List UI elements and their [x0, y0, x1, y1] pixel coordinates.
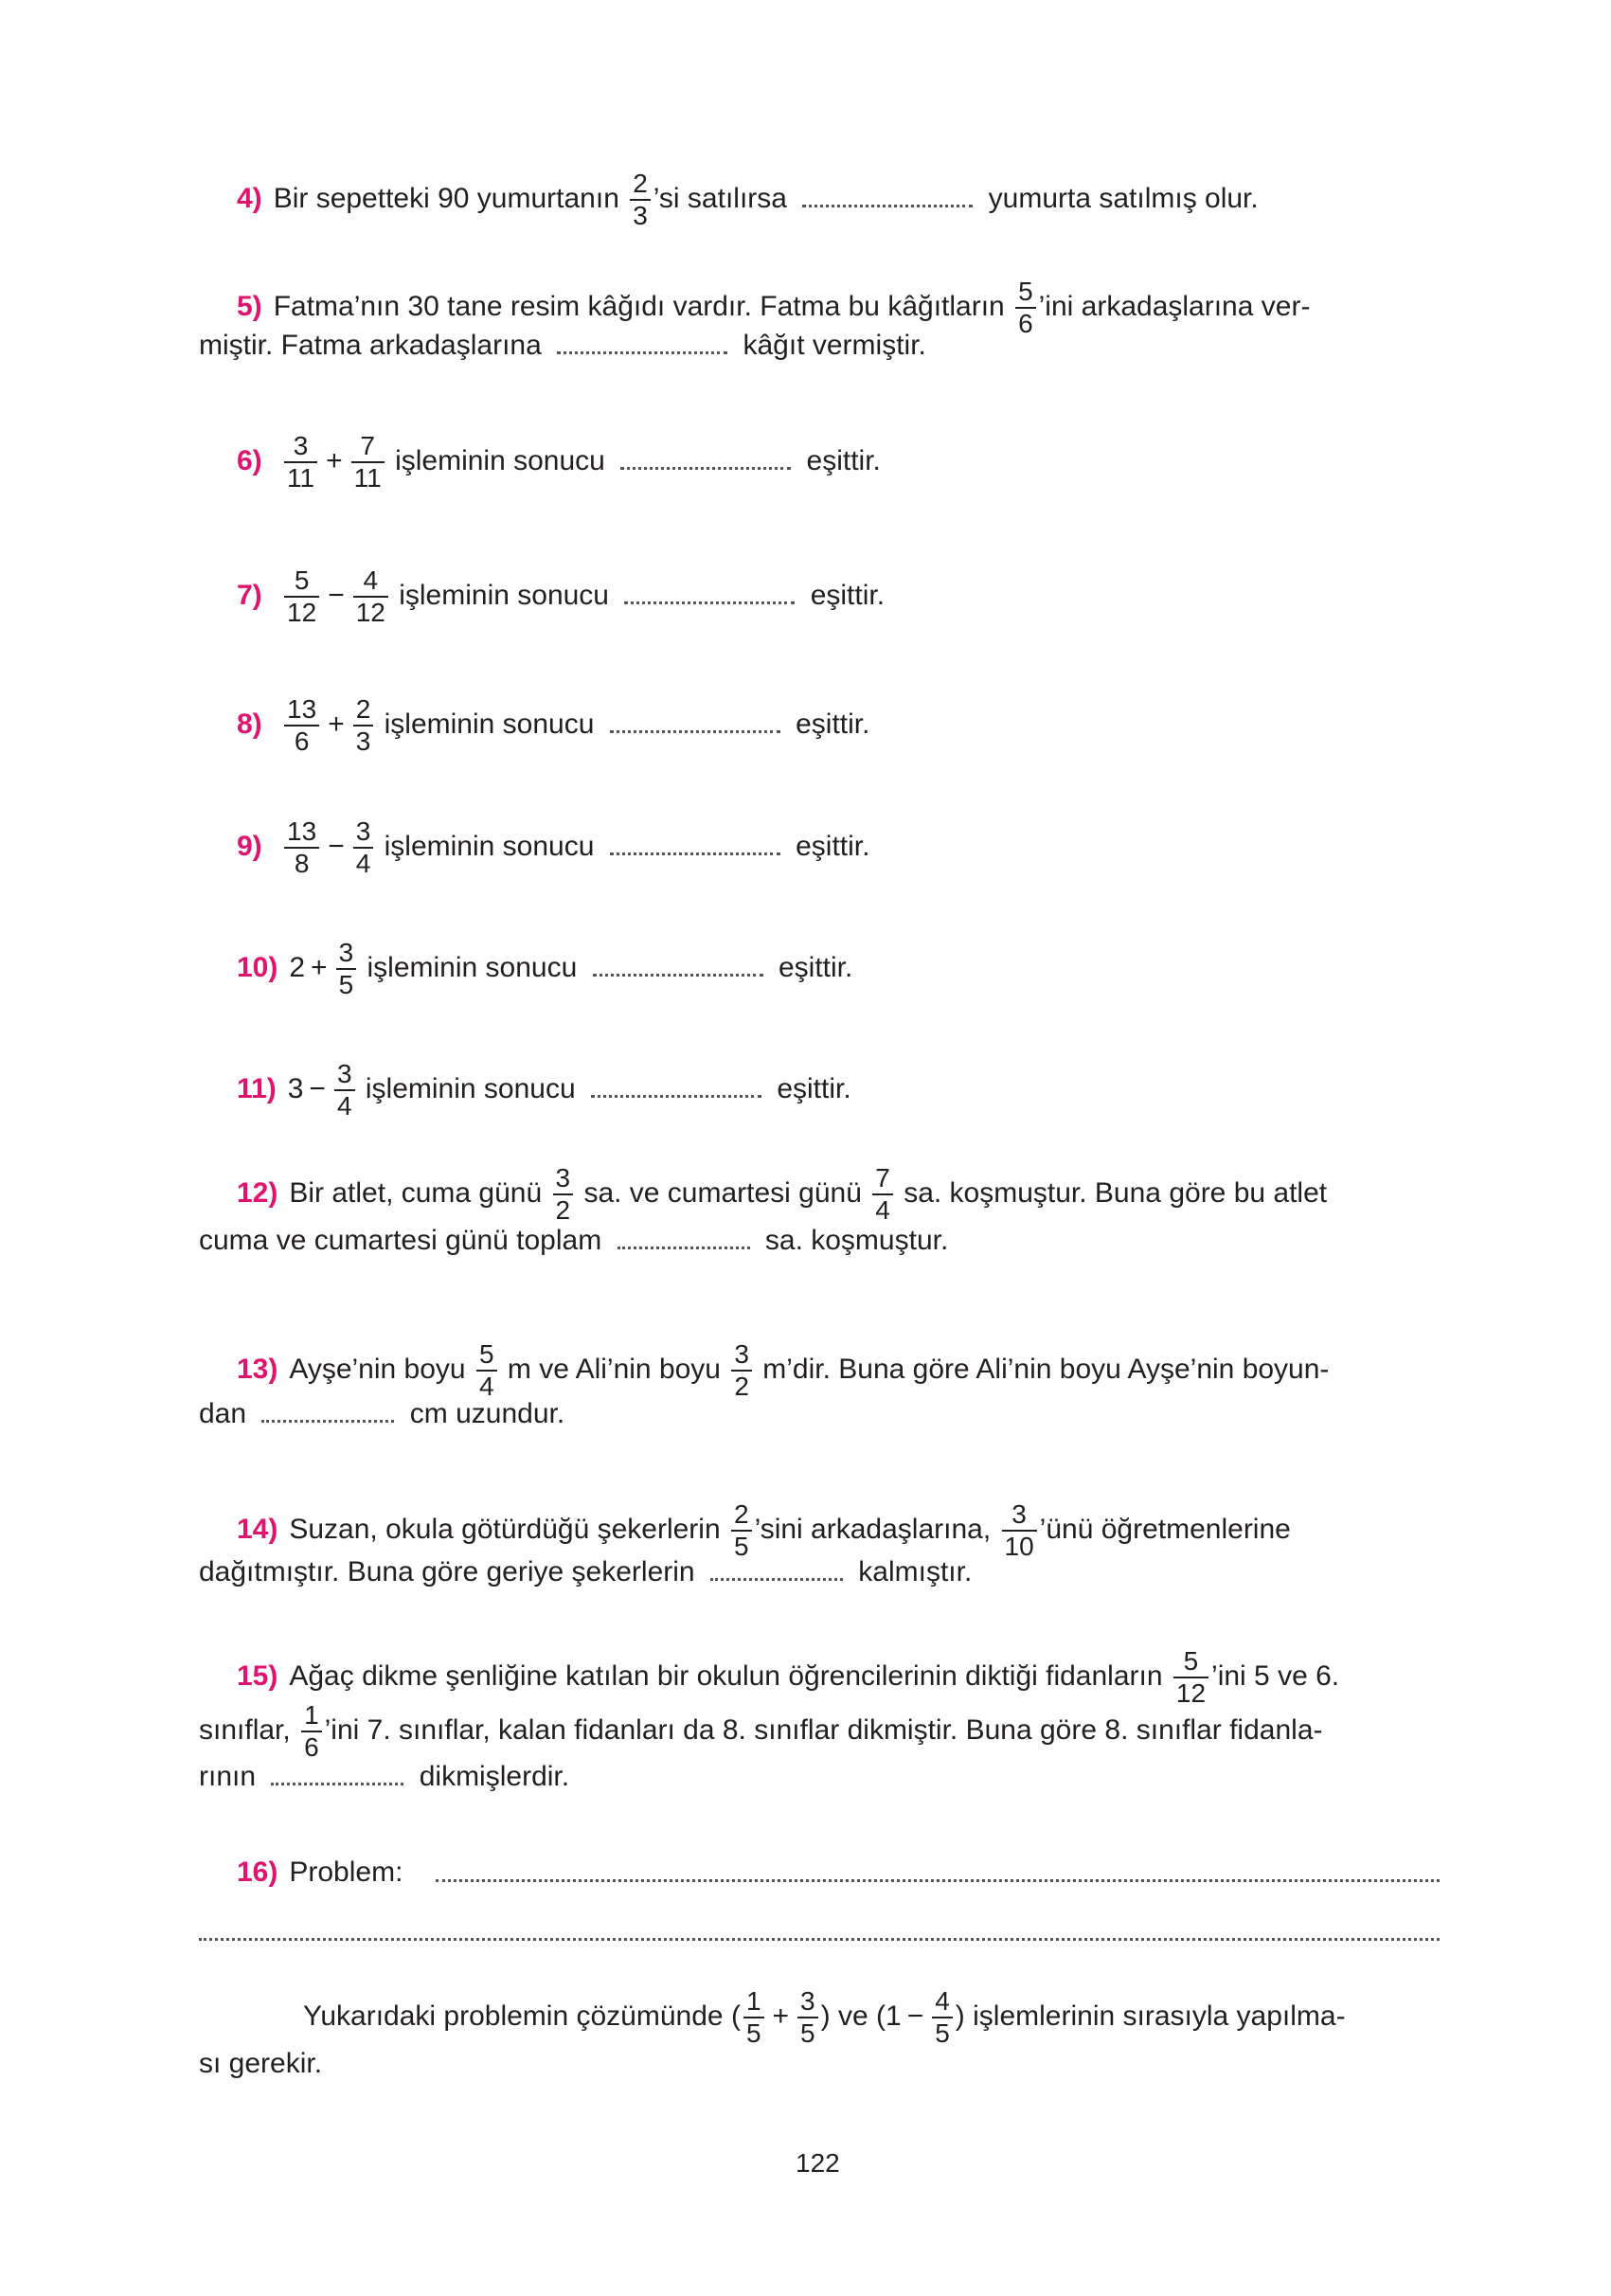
question-number: 14) [237, 1513, 278, 1545]
question-8: 8) $\frac{13}{6}$ + $\frac{2}{3}$ işleminin sonucu eşittir. [237, 694, 870, 756]
answer-line[interactable] [199, 1938, 1440, 1941]
fraction: $\frac{1}{6}$ [301, 1700, 322, 1763]
fraction: $\frac{2}{3}$ [630, 169, 651, 231]
fraction: $\frac{5}{12}$ [284, 565, 319, 628]
question-16-note: Yukarıdaki problemin çözümünde ( $\frac{1}{5}$ + $\frac{3}{5}$ ) ve (1 − $\frac{4}{5}$ ) işlemlerinin sırasıyla yapılma- [303, 1986, 1346, 2048]
page-number: 122 [796, 2148, 840, 2178]
question-number: 8) [237, 708, 262, 740]
answer-blank[interactable] [591, 1076, 761, 1098]
question-number: 15) [237, 1659, 278, 1692]
answer-blank[interactable] [261, 1401, 394, 1423]
question-number: 6) [237, 444, 262, 476]
fraction: $\frac{7}{4}$ [872, 1163, 893, 1226]
question-6: 6) $\frac{3}{11}$ + $\frac{7}{11}$ işleminin sonucu eşittir. [237, 431, 881, 493]
question-15-line3: rının dikmişlerdir. [199, 1761, 570, 1792]
question-7: 7) $\frac{5}{12}$ − $\frac{4}{12}$ işleminin sonucu eşittir. [237, 565, 886, 627]
question-5: 5) Fatma’nın 30 tane resim kâğıdı vardır. Fatma bu kâğıtların $\frac{5}{6}$ ’ini arkadaşlarına ver- [237, 277, 1311, 338]
question-16: 16) Problem: [237, 1857, 403, 1888]
fraction: $\frac{4}{12}$ [353, 565, 388, 628]
question-5-cont: miştir. Fatma arkadaşlarına kâğıt vermiştir. [199, 330, 926, 361]
fraction: $\frac{3}{4}$ [353, 816, 374, 879]
question-number: 11) [237, 1072, 277, 1104]
answer-blank[interactable] [271, 1764, 403, 1785]
question-15-line2: sınıflar, $\frac{1}{6}$ ’ini 7. sınıflar, kalan fidanları da 8. sınıflar dikmiştir. Buna göre 8. sınıflar fidanla- [199, 1700, 1323, 1762]
fraction: $\frac{7}{11}$ [351, 431, 385, 493]
fraction: $\frac{3}{2}$ [553, 1163, 574, 1226]
question-number: 4) [237, 182, 262, 214]
fraction: $\frac{13}{6}$ [284, 694, 319, 757]
answer-blank[interactable] [610, 834, 780, 855]
question-number: 7) [237, 579, 262, 611]
question-number: 16) [237, 1857, 278, 1888]
question-4: 4) Bir sepetteki 90 yumurtanın $\frac{2}{3}$ ’si satılırsa yumurta satılmış olur. [237, 169, 1259, 230]
question-13-cont: dan cm uzundur. [199, 1398, 565, 1429]
fraction: $\frac{5}{4}$ [476, 1339, 497, 1402]
answer-blank[interactable] [620, 448, 791, 470]
fraction: $\frac{1}{5}$ [743, 1986, 764, 2049]
question-number: 5) [237, 290, 262, 322]
fraction: $\frac{3}{4}$ [334, 1059, 355, 1121]
question-15: 15) Ağaç dikme şenliğine katılan bir okulun öğrencilerinin diktiği fidanların $\frac{5}{12}$ ’ini 5 ve 6. [237, 1646, 1340, 1708]
question-12: 12) Bir atlet, cuma günü $\frac{3}{2}$ sa. ve cumartesi günü $\frac{7}{4}$ sa. koşmuştur. Buna göre bu atlet [237, 1163, 1328, 1225]
question-14: 14) Suzan, okula götürdüğü şekerlerin $\frac{2}{5}$ ’sini arkadaşlarına, $\frac{3}{10}$ ’ünü öğretmenlerine [237, 1499, 1291, 1561]
question-10: 10) 2 + $\frac{3}{5}$ işleminin sonucu eşittir. [237, 938, 853, 999]
fraction: $\frac{5}{12}$ [1173, 1646, 1208, 1709]
answer-line[interactable] [436, 1879, 1440, 1882]
answer-blank[interactable] [618, 1228, 750, 1249]
question-11: 11) 3 − $\frac{3}{4}$ işleminin sonucu eşittir. [237, 1059, 851, 1121]
answer-blank[interactable] [802, 186, 973, 207]
fraction: $\frac{5}{6}$ [1015, 277, 1036, 339]
fraction: $\frac{3}{5}$ [336, 938, 357, 1000]
answer-blank[interactable] [624, 583, 795, 604]
answer-blank[interactable] [593, 955, 763, 977]
fraction: $\frac{2}{3}$ [353, 694, 374, 757]
question-number: 12) [237, 1176, 278, 1209]
fraction: $\frac{13}{8}$ [284, 816, 319, 879]
question-number: 9) [237, 830, 262, 862]
fraction: $\frac{3}{2}$ [731, 1339, 752, 1402]
fraction: $\frac{3}{5}$ [797, 1986, 818, 2049]
fraction: $\frac{4}{5}$ [932, 1986, 953, 2049]
fraction: $\frac{3}{10}$ [1002, 1499, 1037, 1562]
question-number: 10) [237, 951, 278, 983]
answer-blank[interactable] [557, 332, 727, 354]
question-number: 13) [237, 1353, 278, 1385]
question-9: 9) $\frac{13}{8}$ − $\frac{3}{4}$ işleminin sonucu eşittir. [237, 816, 870, 878]
answer-blank[interactable] [610, 711, 780, 733]
question-12-cont: cuma ve cumartesi günü toplam sa. koşmuştur. [199, 1225, 949, 1256]
fraction: $\frac{2}{5}$ [731, 1499, 752, 1562]
answer-blank[interactable] [710, 1559, 843, 1581]
question-14-cont: dağıtmıştır. Buna göre geriye şekerlerin kalmıştır. [199, 1556, 973, 1587]
fraction: $\frac{3}{11}$ [284, 431, 317, 493]
question-16-note-cont: sı gerekir. [199, 2048, 323, 2079]
question-13: 13) Ayşe’nin boyu $\frac{5}{4}$ m ve Ali’nin boyu $\frac{3}{2}$ m’dir. Buna göre Ali’nin boyu Ayşe’nin boyun- [237, 1339, 1330, 1401]
